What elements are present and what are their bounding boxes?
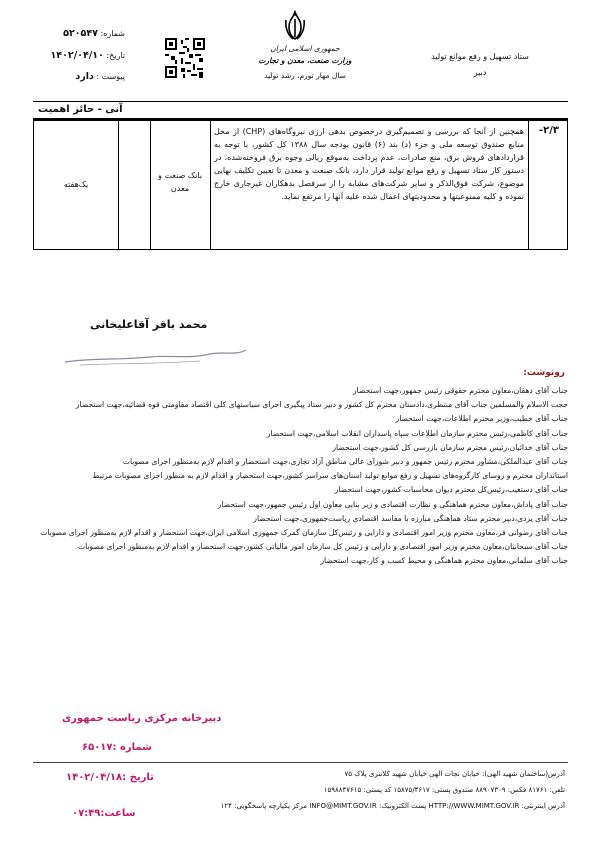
urgency-label: آنی - حائز اهمیت xyxy=(38,104,123,115)
letter-date-label: تاریخ: xyxy=(106,51,125,60)
letter-date-row xyxy=(30,50,125,61)
cc-item: جناب آقای خطیب،وزیر محترم اطلاعات،جهت استحضار xyxy=(395,414,568,424)
stamp-office: دبیرخانه مرکزی ریاست جمهوری xyxy=(62,713,222,724)
footer-divider xyxy=(33,762,568,763)
cc-item: استانداران محترم و روسای کارگروه‌های تسهیل و رفع موانع تولید استان‌های سراسر کشور،جهت استحضار و اقدام لازم به منظور اجرای مصوبات مرتبط xyxy=(92,471,568,481)
letter-number-value: ۵۲۰۵۴۷ xyxy=(63,28,98,39)
table-column-divider xyxy=(210,121,211,249)
footer-phones: تلفن: ۸۱۷۶۱ فکس: ۸۸۹۰۷۳۰۹ صندوق پستی: ۱۵۸۷۵/۴۶۱۷ کد پستی: ۱۵۹۸۸۴۷۶۱۵ xyxy=(323,786,565,794)
ministry-name: وزارت صنعت، معدن و تجارت xyxy=(258,56,352,65)
country-name: جمهوری اسلامی ایران xyxy=(270,44,340,53)
cc-item: جناب آقای عبدالملکی،مشاور محترم رئیس جمهور و دبیر شورای عالی مناطق آزاد تجاری،جهت استحضار و اقدام لازم به‌منظور اجرای مصوبات xyxy=(122,457,568,467)
table-column-divider xyxy=(528,121,529,249)
cc-item: جناب آقای دستغیب،رئیس‌کل محترم دیوان محاسبات کشور،جهت استحضار xyxy=(334,485,568,495)
table-column-divider xyxy=(150,121,151,249)
footer-address: آدرس(ساختمان شهید الهی): خیابان نجات الهی خیابان شهید کلانتری پلاک ۷۵ xyxy=(344,770,565,778)
resolution-body: همچنین از آنجا که بررسی و تصمیم‌گیری درخصوص بدهی ارزی نیروگاه‌های (CHP) از محل منابع صندوق توسعه ملی و جزء (د) بند (۶) قانون بودجه سال ۱۳۸۸ کل کشور، با توجه به قراردادهای فروش برق، منع صادرات، عدم پرداخت به‌موقع ریالی وجوه برق فروخته‌شده، در دستور کار ستاد تسهیل و رفع موانع تولید قرار دارد، بانک صنعت و معدن تا تعیین تکلیف نهایی موضوع، شرکت فوق‌الذکر و سایر شرکت‌های مشابه را از سرفصل بدهکاران غیرجاری خارج نموده و کلیه ممنوعیتها و محدودیتهای اعمال شده علیه آنها را مرتفع نماید. xyxy=(214,127,524,201)
letter-date-value: ۱۴۰۲/۰۴/۱۰ xyxy=(50,50,104,61)
cc-item: جناب آقای خدائیان،رئیس محترم سازمان بازرسی کل کشور،جهت استحضار xyxy=(332,442,568,452)
cc-item: جناب آقای رضوانی فر،معاون محترم وزیر امور اقتصادی و دارایی و رئیس‌کل سازمان گمرک جمهوری اسلامی ایران،جهت استحضار و اقدام لازم به‌منظور اجرای مصوبات xyxy=(40,528,568,538)
cc-item: جناب آقای سلمانی،معاون محترم هماهنگی و محیط کسب و کار،جهت استحضار xyxy=(320,556,568,566)
iran-emblem-icon xyxy=(283,10,307,42)
header-divider xyxy=(33,101,568,102)
stamp-time: ساعت:۰۷:۴۹ xyxy=(72,808,136,819)
footer-web: آدرس اینترنتی: HTTP://WWW.MIMT.GOV.IR پست الکترونیک: INFO@MIMT.GOV.IR مرکز یکپارچه پاسخگویی: ۱۲۴ xyxy=(220,802,565,810)
stamp-number: شماره :۶۵۰۱۷ xyxy=(82,742,152,753)
attachment-row xyxy=(30,71,125,82)
cc-item: جناب آقای سبحانیان،معاون محترم وزیر امور اقتصادی و دارایی و رئیس کل سازمان امور مالیاتی کشور،جهت استحضار و اقدام لازم به‌منظور اجرای مصوبات xyxy=(77,542,568,552)
letter-number-label: شماره: xyxy=(100,29,125,38)
sender-subtitle: دبیر xyxy=(473,68,487,77)
resolution-table xyxy=(33,120,568,250)
cc-item: جناب آقای یزدی،دبیر محترم ستاد هماهنگی مبارزه با مفاسد اقتصادی ریاست‌جمهوری،جهت استحضار xyxy=(253,513,568,523)
sender-title: ستاد تسهیل و رفع موانع تولید xyxy=(431,52,529,61)
deadline-cell: یک‌هفته xyxy=(63,180,89,189)
letter-number-row xyxy=(30,28,125,39)
signer-name: محمد باقر آقاعلیخانی xyxy=(90,318,208,331)
attachment-label: پیوست : xyxy=(96,72,125,81)
stamp-date: تاریخ :۱۴۰۲/۰۴/۱۸ xyxy=(66,772,154,783)
cc-item: جناب آقای دهقان،معاون محترم حقوقی رئیس جمهور،جهت استحضار xyxy=(352,386,568,395)
responsible-cell: بانک صنعت و معدن xyxy=(158,171,202,193)
attachment-value: دارد xyxy=(75,71,94,82)
cc-item: جناب آقای کاظمی،رئیس محترم سازمان اطلاعات سپاه پاسداران انقلاب اسلامی،جهت استحضار xyxy=(266,428,568,438)
cc-list xyxy=(33,384,568,569)
cc-heading: رونوشت: xyxy=(523,368,565,378)
qr-code-icon xyxy=(165,38,205,78)
table-column-divider xyxy=(118,121,119,249)
cc-item: حجت الاسلام والمسلمین جناب آقای منتظری،دادستان محترم کل کشور و دبیر ستاد پیگیری اجرای سیاستهای کلی اقتصاد مقاومتی قوه قضائیه،جهت استحضار xyxy=(75,400,568,410)
signature-icon xyxy=(60,340,250,370)
cc-item: جناب آقای پاداش،معاون محترم هماهنگی و نظارت اقتصادی و زیر بنایی معاون اول رئیس جمهور،جهت استحضار xyxy=(217,499,568,509)
item-number: ۲/۳- xyxy=(538,125,559,136)
year-slogan: سال مهار تورم، رشد تولید xyxy=(264,71,346,80)
